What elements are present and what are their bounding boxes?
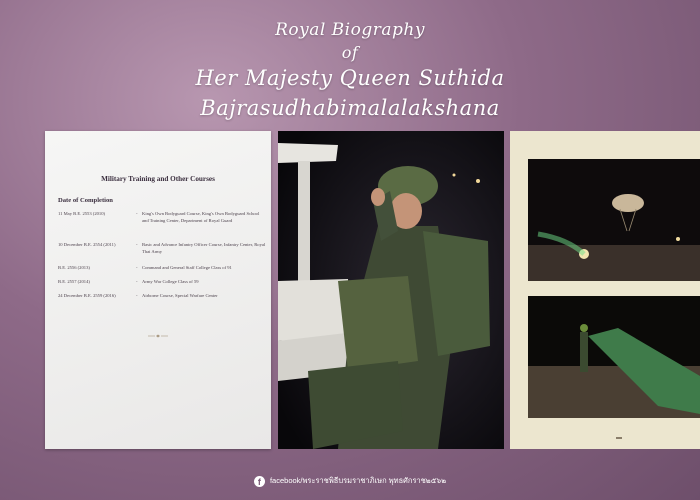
title-line-2: of	[341, 43, 359, 62]
row-dash: -	[136, 211, 138, 216]
title-line-1: Royal Biography	[275, 20, 425, 40]
photo-soldier-saluting	[278, 131, 504, 449]
row-dash: -	[136, 242, 138, 247]
course-name: Army War College Class of 59	[142, 279, 199, 284]
photo-parachute-landing	[528, 296, 700, 418]
row-dash: -	[136, 279, 138, 284]
photo-parachute-night	[528, 159, 700, 281]
footer-text[interactable]: facebook/พระราชพิธีบรมราชาภิเษก พุทธศักราช๒๕๖๒	[269, 476, 447, 485]
photo-panel	[510, 131, 700, 449]
page-mark	[616, 437, 622, 439]
course-date: B.E. 2557 (2014)	[58, 279, 90, 284]
soldier-illustration	[278, 131, 504, 449]
footer	[0, 475, 700, 487]
course-name: Command and General Staff College Class of 91	[142, 265, 232, 270]
ornament-icon	[148, 333, 168, 339]
facebook-icon[interactable]: f	[254, 476, 265, 487]
course-name: Basic and Advance Infantry Officer Course, Infantry Center, Royal Thai Army	[142, 242, 266, 254]
document-heading: Military Training and Other Courses	[101, 175, 215, 183]
course-date: B.E. 2556 (2013)	[58, 265, 90, 270]
course-date: 24 December B.E. 2559 (2016)	[58, 293, 116, 298]
title-line-4: Bajrasudhabimalalakshana	[200, 96, 500, 120]
document-subheading: Date of Completion	[58, 197, 113, 204]
course-name: Airborne Course, Special Warfare Center	[142, 293, 218, 298]
document-page	[45, 131, 271, 449]
title-line-3: Her Majesty Queen Suthida	[195, 66, 505, 90]
row-dash: -	[136, 265, 138, 270]
course-date: 11 May B.E. 2553 (2010)	[58, 211, 106, 216]
row-dash: -	[136, 293, 138, 298]
course-date: 10 December B.E. 2554 (2011)	[58, 242, 116, 247]
course-name: King's Own Bodyguard Course, King's Own Bodyguard School and Training Center, Department of Royal Guard	[142, 211, 260, 223]
